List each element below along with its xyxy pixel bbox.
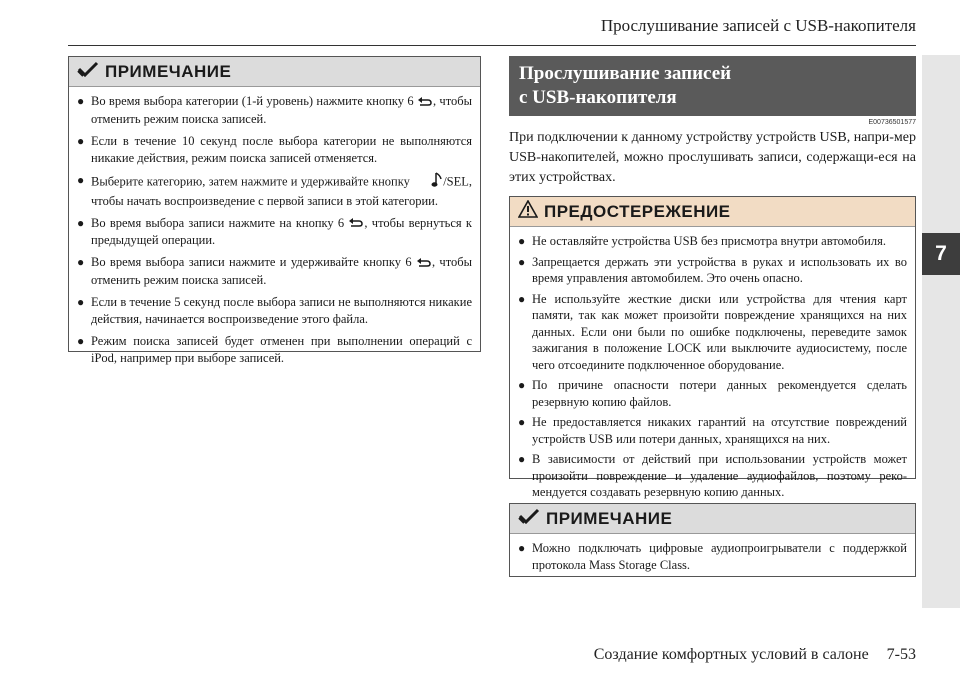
note-heading: ПРИМЕЧАНИЕ	[546, 508, 673, 528]
note-header	[510, 504, 915, 534]
note-item	[77, 172, 472, 210]
bullet-icon: ●	[77, 172, 85, 187]
note-item	[77, 133, 472, 167]
note-heading: ПРИМЕЧАНИЕ	[105, 61, 232, 81]
caution-text: Запрещается держать эти устройства в руках и использовать их во время управления автомобилем. Это очень опасно.	[532, 254, 907, 285]
caution-text: Не предоставляется никаких гарантий на отсутствие повреждений устройств USB или потери данных, хранящихся на них.	[532, 415, 907, 446]
header-rule	[68, 45, 916, 46]
note-text: Во время выбора категории (1-й уровень) нажмите кнопку 6	[91, 94, 414, 108]
bullet-icon: ●	[518, 291, 526, 306]
right-note-box	[509, 503, 916, 577]
note-item	[77, 254, 472, 289]
note-text: , чтобы отменить режим поиска записей.	[91, 94, 472, 126]
bullet-icon: ●	[77, 333, 85, 348]
bullet-icon: ●	[77, 255, 85, 270]
note-text: Во время выбора записи нажмите и удерживайте кнопку 6	[91, 255, 412, 270]
caution-item	[518, 291, 907, 374]
bullet-icon: ●	[77, 215, 85, 230]
caution-heading: ПРЕДОСТЕРЕЖЕНИЕ	[544, 201, 731, 221]
caution-box	[509, 196, 916, 499]
note-text: /SEL, чтобы начать воспроизведение с первой записи в этой категории.	[91, 174, 473, 208]
caution-text: Не оставляйте устройства USB без присмотра внутри автомобиля.	[532, 234, 886, 248]
caution-text: По причине опасности потери данных рекомендуется сделать резервную копию файлов.	[532, 378, 907, 409]
section-code: E00736501577	[868, 119, 916, 126]
bullet-icon: ●	[518, 541, 526, 555]
footer-section: Создание комфортных условий в салоне	[593, 646, 869, 663]
chapter-tab[interactable]: 7	[922, 233, 960, 275]
bullet-icon: ●	[518, 378, 526, 392]
note-item	[518, 540, 907, 574]
caution-body	[510, 227, 915, 509]
caution-item	[518, 377, 907, 410]
bullet-icon: ●	[518, 452, 526, 466]
caution-item	[518, 233, 907, 250]
bullet-icon: ●	[518, 254, 526, 269]
note-item	[77, 93, 472, 128]
back-arrow-icon	[416, 255, 432, 272]
note-text: Можно подключать цифровые аудиопроигрыватели с поддержкой протокола Mass Storage Class.	[532, 541, 907, 572]
section-title-line1: Прослушивание записей	[519, 63, 732, 84]
checkmark-icon	[518, 508, 540, 529]
note-header	[69, 57, 480, 87]
caution-text: Не используйте жесткие диски или устройства для чтения карт памяти, так как может произойти повреждение хранящихся на них данных. Если они были по ошибке подключены, переведите замок зажигания в положение LOCK или выключите аудиосистему, после чего отсоедините подключенное оборудование.	[532, 291, 907, 372]
side-tab-strip	[922, 55, 960, 608]
music-note-icon	[431, 172, 443, 193]
left-note-box	[68, 56, 481, 365]
page-header	[0, 0, 960, 48]
back-arrow-icon	[348, 215, 364, 232]
section-title-line2: с USB-накопителя	[519, 87, 677, 108]
bullet-icon: ●	[518, 415, 526, 429]
note-item	[77, 294, 472, 328]
caution-header	[510, 197, 915, 227]
intro-paragraph: При подключении к данному устройству устройств USB, напри-мер USB-накопителей, можно прослушивать записи, содержащи-еся на этих устройствах.	[509, 130, 916, 185]
note-text: Если в течение 10 секунд после выбора категории не выполняются никакие действия, режим поиска записей отменяется.	[91, 133, 472, 165]
warning-triangle-icon	[518, 200, 538, 223]
note-item	[77, 215, 472, 250]
note-text: Режим поиска записей будет отменен при выполнении операций с iPod, например при выборе записей.	[91, 333, 472, 365]
page-footer	[594, 646, 916, 664]
page-number: 7-53	[886, 646, 916, 663]
bullet-icon: ●	[77, 94, 85, 108]
caution-text: В зависимости от действий при использовании устройств может произойти повреждение и удаление аудиофайлов, поэтому реко-мендуется создавать резервную копию данных.	[532, 452, 907, 499]
checkmark-icon	[77, 61, 99, 82]
bullet-icon: ●	[77, 294, 85, 309]
caution-item	[518, 451, 907, 501]
note-body	[69, 87, 480, 376]
bullet-icon: ●	[518, 234, 526, 248]
note-text: Выберите категорию, затем нажмите и удерживайте кнопку	[91, 174, 410, 188]
note-text: , чтобы отменить режим поиска записей.	[91, 255, 473, 287]
caution-item	[518, 254, 907, 287]
back-arrow-icon	[417, 94, 433, 111]
note-text: , чтобы вернуться к предыдущей операции.	[91, 215, 472, 248]
section-title-banner	[509, 56, 916, 116]
note-text: Если в течение 5 секунд после выбора записи не выполняются никакие действия, начинается воспроизведение этого файла.	[91, 294, 472, 326]
note-text: Во время выбора записи нажмите на кнопку 6	[91, 215, 345, 230]
caution-item	[518, 414, 907, 447]
header-title: Прослушивание записей с USB-накопителя	[600, 16, 916, 35]
note-body	[510, 534, 915, 583]
note-item	[77, 333, 472, 367]
bullet-icon: ●	[77, 133, 85, 148]
